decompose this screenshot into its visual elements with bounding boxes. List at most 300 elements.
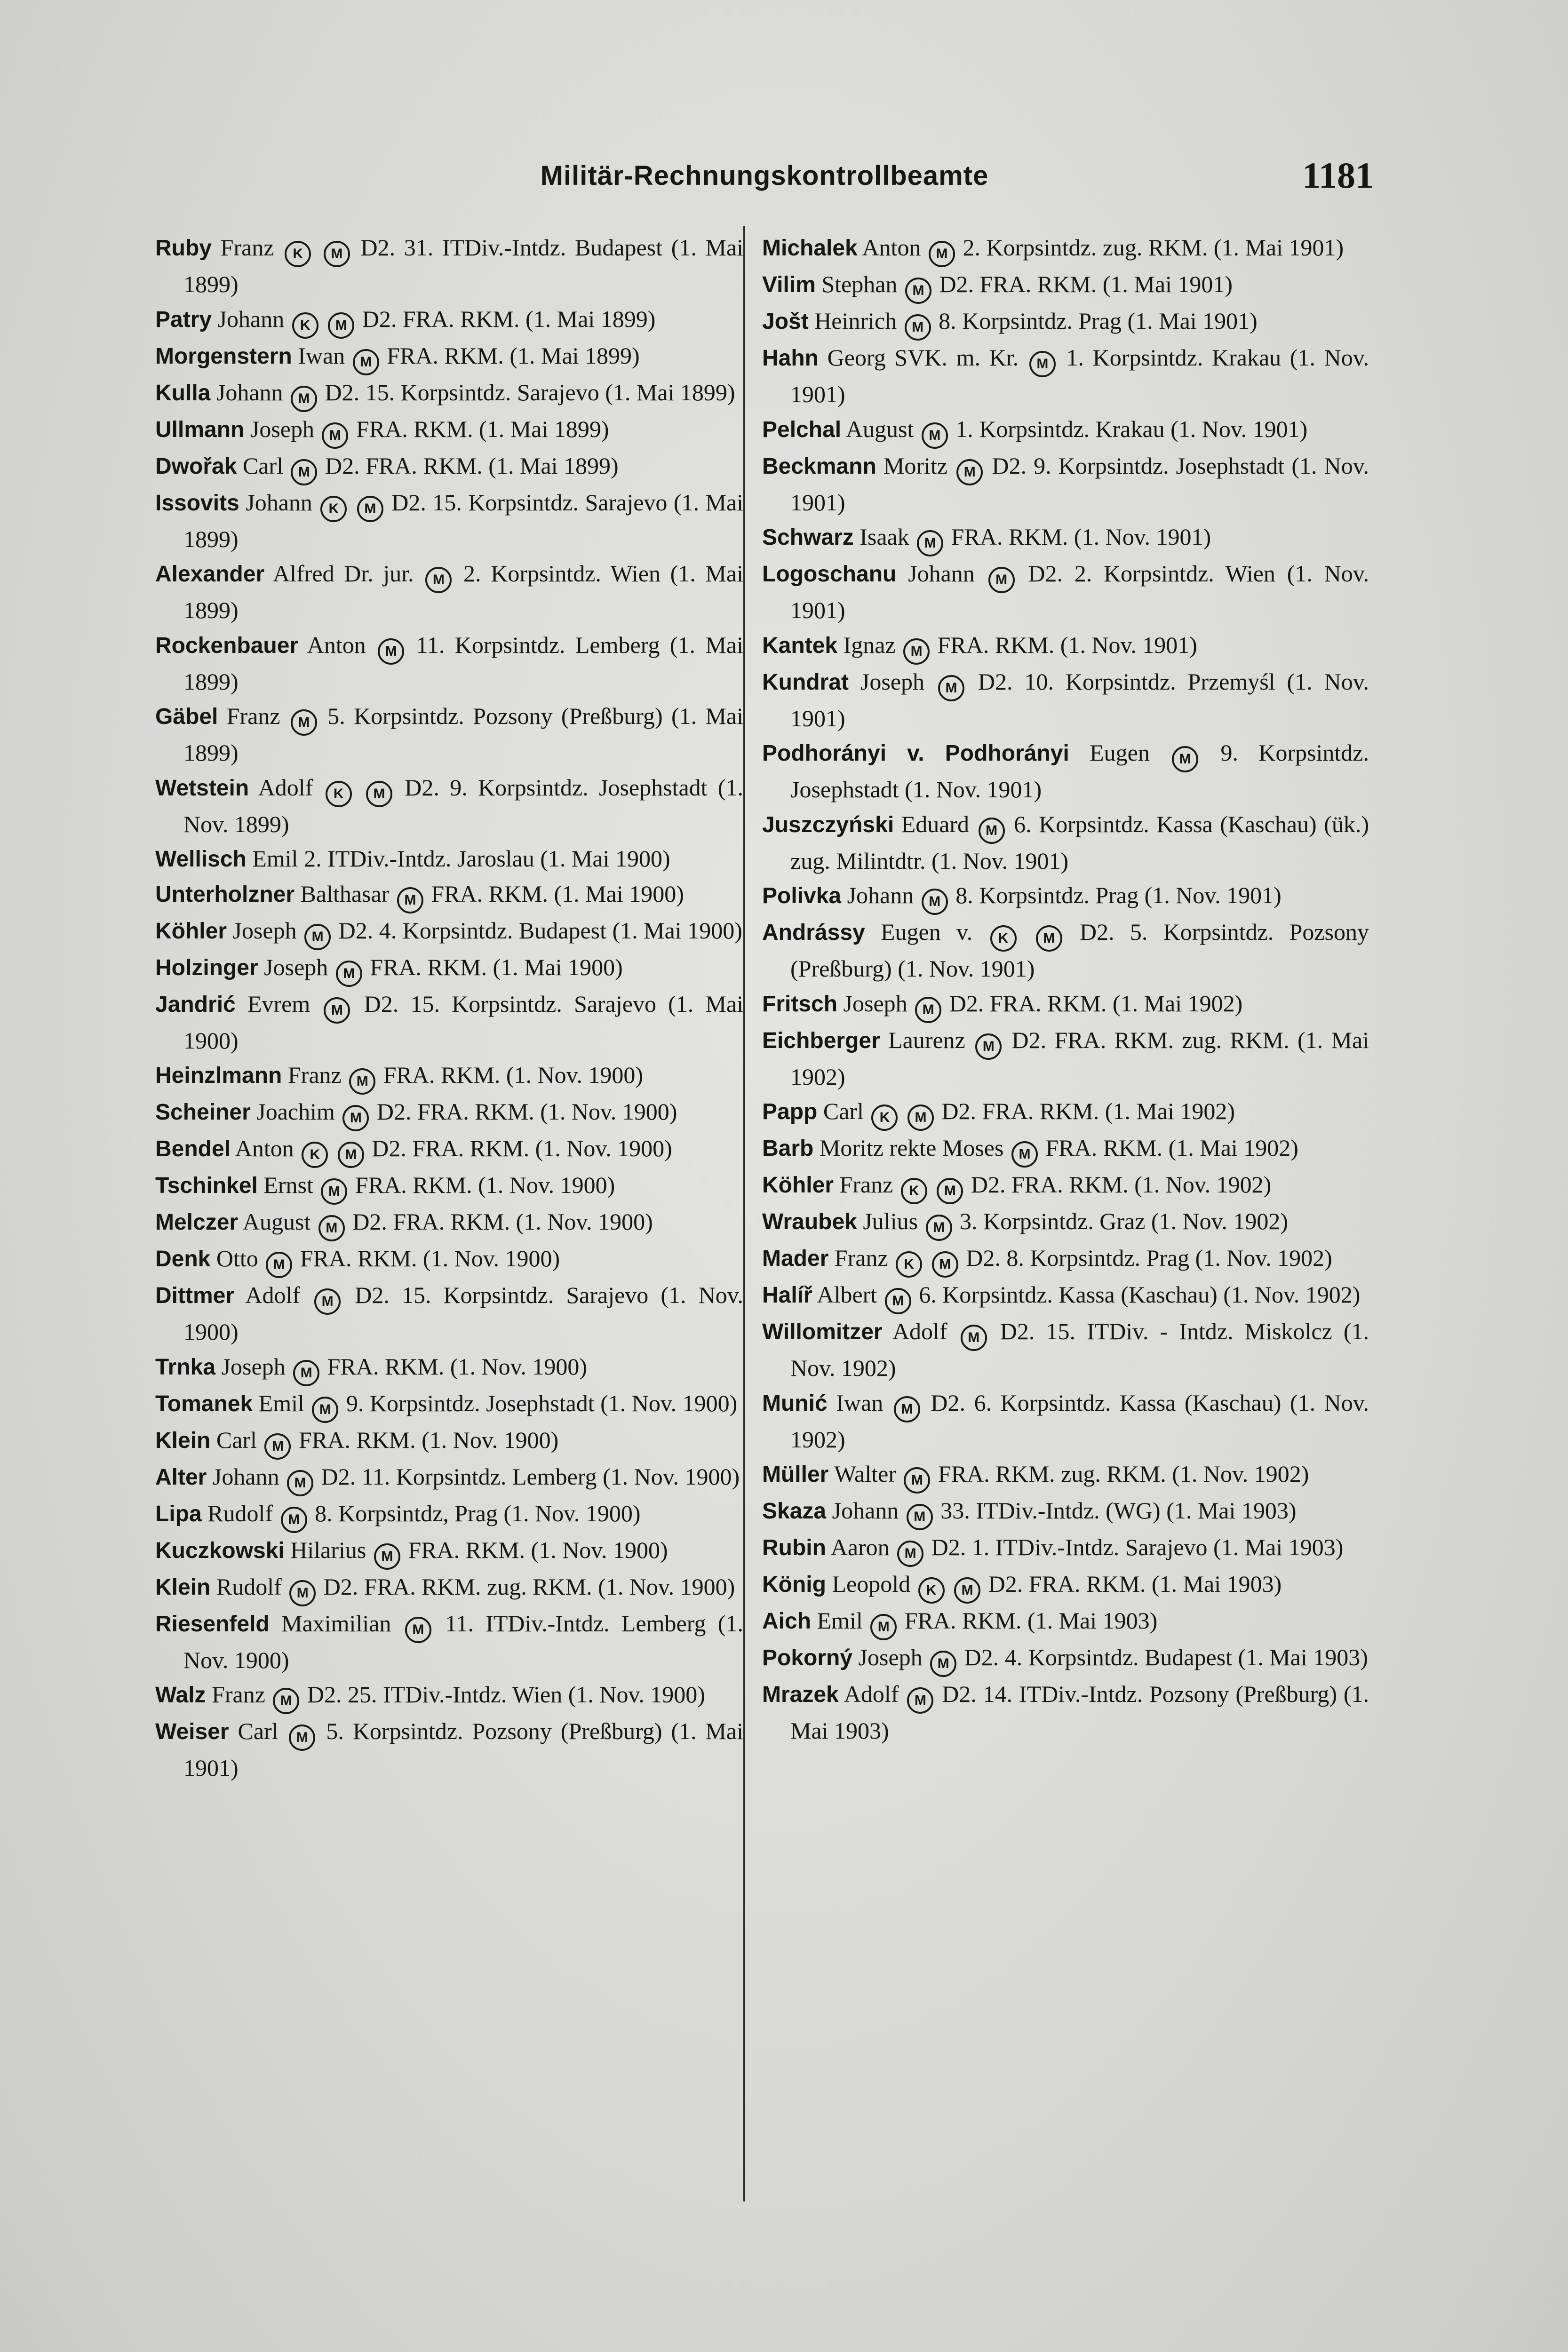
register-entry <box>155 1168 743 1205</box>
circled-m-icon: M <box>905 278 931 304</box>
register-entry <box>155 1058 743 1095</box>
entry-surname: Scheiner <box>155 1100 251 1125</box>
circled-k-icon: K <box>302 1142 328 1168</box>
entry-surname: Wellisch <box>155 847 247 872</box>
circled-m-icon: M <box>397 887 423 914</box>
register-entry <box>155 1606 743 1678</box>
entry-surname: Tschinkel <box>155 1173 258 1198</box>
entry-given-name: Joseph <box>232 917 297 944</box>
entry-details: FRA. RKM. (1. Mai 1902) <box>1045 1135 1298 1161</box>
entry-surname: Jandrić <box>155 992 236 1017</box>
entry-surname: Juszczyński <box>762 812 894 837</box>
circled-m-icon: M <box>291 386 317 412</box>
entry-details: D2. 14. ITDiv.-Intdz. Pozsony (Preßburg) (1. Mai 1903) <box>790 1681 1369 1744</box>
register-entry <box>155 1533 743 1570</box>
entry-surname: Rockenbauer <box>155 633 299 658</box>
register-entry <box>155 1460 743 1496</box>
register-entry <box>762 1168 1369 1204</box>
entry-details: 3. Korpsintdz. Graz (1. Nov. 1902) <box>960 1208 1289 1234</box>
entry-given-name: Moritz <box>883 452 948 479</box>
entry-details: D2. 6. Korpsintdz. Kassa (Kaschau) (1. Nov. 1902) <box>790 1389 1369 1453</box>
entry-given-name: Franz <box>839 1171 893 1198</box>
circled-m-icon: M <box>1011 1141 1038 1168</box>
entry-details: D2. 11. Korpsintdz. Lemberg (1. Nov. 1900) <box>321 1463 740 1490</box>
entry-surname: Melczer <box>155 1210 239 1235</box>
entry-surname: Alexander <box>155 562 265 587</box>
entry-details: FRA. RKM. (1. Mai 1903) <box>904 1607 1158 1634</box>
entry-given-name: Johann <box>847 882 914 908</box>
entry-given-name: Albert <box>817 1281 877 1308</box>
entry-details: FRA. RKM. (1. Nov. 1900) <box>327 1353 588 1380</box>
register-entry <box>762 1241 1369 1278</box>
register-entry <box>155 877 743 914</box>
circled-m-icon: M <box>264 1433 291 1460</box>
entry-surname: Andrássy <box>762 920 865 945</box>
entry-details: 11. ITDiv.-Intdz. Lemberg (1. Nov. 1900) <box>183 1610 743 1673</box>
entry-details: D2. FRA. RKM. (1. Nov. 1900) <box>376 1098 677 1125</box>
register-entry <box>762 412 1369 449</box>
register-entry <box>762 915 1369 986</box>
register-entry <box>762 449 1369 520</box>
entry-details: 2. ITDiv.-Intdz. Jaroslau (1. Mai 1900) <box>304 845 670 872</box>
entry-details: 11. Korpsintdz. Lemberg (1. Mai 1899) <box>183 631 743 695</box>
circled-m-icon: M <box>314 1288 341 1315</box>
register-entry <box>155 412 743 449</box>
register-entry <box>762 1131 1369 1168</box>
entry-details: D2. 25. ITDiv.-Intdz. Wien (1. Nov. 1900) <box>307 1681 705 1708</box>
circled-m-icon: M <box>930 1651 956 1677</box>
register-entry <box>762 1278 1369 1314</box>
circled-k-icon: K <box>871 1104 898 1131</box>
entry-surname: Rubin <box>762 1535 826 1560</box>
entry-given-name: Aaron <box>830 1534 890 1560</box>
entry-surname: Mader <box>762 1246 829 1271</box>
running-title: Militär-Rechnungskontrollbeamte <box>540 160 989 191</box>
right-column <box>762 230 1369 1748</box>
entry-surname: Ullmann <box>155 417 245 442</box>
register-entry <box>155 556 743 628</box>
circled-m-icon: M <box>954 1577 980 1604</box>
register-entry <box>155 1570 743 1606</box>
entry-surname: Eichberger <box>762 1028 880 1053</box>
register-entry <box>762 628 1369 665</box>
circled-m-icon: M <box>318 1215 345 1241</box>
entry-given-name: Ernst <box>263 1172 313 1198</box>
entry-given-name: Johann <box>246 489 312 516</box>
entry-given-name: Moritz rekte Moses <box>819 1135 1004 1161</box>
circled-m-icon: M <box>1172 746 1198 772</box>
circled-m-icon: M <box>349 1068 375 1095</box>
entry-details: 6. Korpsintdz. Kassa (Kaschau) (ük.) zug. Milintdtr. (1. Nov. 1901) <box>790 810 1369 874</box>
entry-details: 8. Korpsintdz. Prag (1. Nov. 1901) <box>955 882 1281 908</box>
register-entry <box>762 1094 1369 1131</box>
entry-surname: Trnka <box>155 1354 216 1380</box>
entry-given-name: August <box>845 415 914 442</box>
entry-given-name: Laurenz <box>888 1026 965 1053</box>
entry-surname: Willomitzer <box>762 1319 883 1344</box>
register-entry <box>762 1604 1369 1640</box>
entry-details: D2. 15. ITDiv. - Intdz. Miskolcz (1. Nov. 1902) <box>790 1318 1369 1381</box>
circled-m-icon: M <box>357 496 383 522</box>
entry-details: FRA. RKM. (1. Nov. 1900) <box>383 1062 644 1088</box>
entry-given-name: Julius <box>863 1208 918 1234</box>
entry-details: D2. 10. Korpsintdz. Przemyśl (1. Nov. 1901) <box>790 668 1369 731</box>
entry-surname: Logoschanu <box>762 562 897 587</box>
register-entry <box>155 987 743 1058</box>
register-entry <box>762 1023 1369 1095</box>
register-entry <box>155 950 743 987</box>
entry-details: D2. FRA. RKM. zug. RKM. (1. Mai 1902) <box>790 1026 1369 1090</box>
circled-m-icon: M <box>885 1288 911 1314</box>
register-entry <box>762 1494 1369 1530</box>
circled-m-icon: M <box>324 241 350 267</box>
entry-given-name: Eduard <box>901 810 970 837</box>
entry-surname: Issovits <box>155 490 239 516</box>
entry-given-name: Adolf <box>844 1681 899 1707</box>
entry-details: D2. 15. Korpsintdz. Sarajevo (1. Mai 1899) <box>183 489 744 552</box>
entry-given-name: Johann <box>216 379 283 405</box>
circled-m-icon: M <box>979 818 1005 844</box>
circled-m-icon: M <box>897 1541 923 1567</box>
entry-surname: Halíř <box>762 1283 812 1308</box>
register-entry <box>762 1457 1369 1494</box>
entry-surname: Denk <box>155 1247 211 1271</box>
entry-surname: Wraubek <box>762 1209 857 1234</box>
entry-surname: Michalek <box>762 236 858 261</box>
entry-surname: Aich <box>762 1609 812 1634</box>
register-entry <box>762 341 1369 412</box>
register-entry <box>762 878 1369 915</box>
entry-surname: Dwořak <box>155 453 237 479</box>
entry-details: 9. Korpsintdz. Josephstadt (1. Nov. 1900) <box>346 1390 738 1416</box>
entry-given-name: Franz <box>226 703 280 729</box>
register-entry <box>155 1131 743 1168</box>
entry-details: 8. Korpsintdz, Prag (1. Nov. 1900) <box>315 1500 641 1526</box>
entry-surname: Mrazek <box>762 1682 839 1707</box>
register-entry <box>762 1677 1369 1748</box>
entry-surname: Walz <box>155 1683 206 1708</box>
circled-m-icon: M <box>926 1215 952 1241</box>
circled-m-icon: M <box>336 961 362 987</box>
entry-details: D2. 31. ITDiv.-Intdz. Budapest (1. Mai 1899) <box>183 234 744 297</box>
entry-surname: Schwarz <box>762 525 854 550</box>
register-entry <box>762 267 1369 304</box>
entry-given-name: Iwan <box>836 1389 883 1416</box>
entry-surname: Klein <box>155 1428 211 1453</box>
entry-given-name: Anton <box>862 234 921 261</box>
circled-m-icon: M <box>975 1033 1002 1060</box>
entry-given-name: Emil <box>258 1390 304 1416</box>
entry-details: 1. Korpsintdz. Krakau (1. Nov. 1901) <box>790 344 1369 407</box>
circled-m-icon: M <box>405 1617 431 1643</box>
entry-surname: Holzinger <box>155 955 258 980</box>
entry-given-name: Rudolf <box>207 1500 273 1526</box>
register-entry <box>155 1095 743 1131</box>
entry-details: 1. Korpsintdz. Krakau (1. Nov. 1901) <box>955 415 1308 442</box>
register-entry <box>762 556 1369 628</box>
entry-details: FRA. RKM. (1. Nov. 1901) <box>937 631 1197 658</box>
entry-details: D2. 1. ITDiv.-Intdz. Sarajevo (1. Mai 1903) <box>931 1534 1344 1560</box>
entry-surname: Müller <box>762 1462 829 1487</box>
circled-m-icon: M <box>956 459 983 485</box>
circled-m-icon: M <box>342 1105 369 1131</box>
circled-m-icon: M <box>289 1580 316 1606</box>
entry-given-name: Adolf <box>245 1282 301 1308</box>
entry-given-name: Ignaz <box>843 631 896 658</box>
entry-details: D2. 15. Korpsintdz. Sarajevo (1. Nov. 1900) <box>183 1282 743 1345</box>
circled-m-icon: M <box>293 1360 319 1386</box>
circled-m-icon: M <box>291 709 317 736</box>
entry-given-name: Franz <box>287 1062 342 1088</box>
entry-given-name: Isaak <box>860 524 909 550</box>
register-entry <box>155 485 743 557</box>
circled-k-icon: K <box>990 925 1017 952</box>
register-entry <box>155 449 743 485</box>
circled-m-icon: M <box>273 1688 299 1714</box>
register-entry <box>155 1714 743 1786</box>
entry-given-name: Carl <box>238 1718 279 1744</box>
entry-surname: Kuczkowski <box>155 1538 285 1563</box>
entry-details: FRA. RKM. (1. Mai 1900) <box>431 880 684 907</box>
entry-details: FRA. RKM. (1. Nov. 1900) <box>298 1426 559 1453</box>
entry-surname: Köhler <box>762 1173 834 1198</box>
entry-details: D2. FRA. RKM. (1. Mai 1901) <box>939 271 1233 297</box>
circled-m-icon: M <box>291 459 317 485</box>
register-entry <box>762 304 1369 341</box>
entry-surname: Podhorányi v. Podhorányi <box>762 741 1069 766</box>
entry-surname: Fritsch <box>762 991 838 1017</box>
page-number: 1181 <box>1302 155 1374 196</box>
circled-m-icon: M <box>905 314 931 341</box>
circled-m-icon: M <box>903 638 930 665</box>
entry-given-name: Joseph <box>858 1644 923 1670</box>
entry-given-name: Franz <box>220 234 274 261</box>
entry-surname: Vilim <box>762 272 816 297</box>
entry-given-name: Joseph <box>221 1353 286 1380</box>
entry-given-name: Joseph <box>843 990 907 1017</box>
circled-m-icon: M <box>915 997 941 1023</box>
entry-given-name: Walter <box>834 1461 896 1487</box>
entry-surname: Patry <box>155 307 212 332</box>
entry-details: FRA. RKM. (1. Mai 1899) <box>387 342 640 369</box>
entry-details: D2. 9. Korpsintdz. Josephstadt (1. Nov. 1901) <box>790 452 1369 516</box>
circled-m-icon: M <box>904 1467 930 1494</box>
page-header <box>155 155 1374 207</box>
left-column <box>155 230 743 1786</box>
entry-given-name: Joseph <box>860 668 925 695</box>
register-entry <box>155 771 743 842</box>
entry-details: FRA. RKM. (1. Nov. 1901) <box>951 524 1211 550</box>
register-entry <box>762 986 1369 1023</box>
register-entry <box>155 914 743 950</box>
entry-given-name: Alfred Dr. jur. <box>273 560 414 587</box>
circled-m-icon: M <box>938 675 964 701</box>
entry-details: D2. 4. Korpsintdz. Budapest (1. Mai 1900) <box>338 917 742 944</box>
entry-surname: Munić <box>762 1391 828 1416</box>
circled-m-icon: M <box>281 1507 307 1533</box>
register-entry <box>762 1204 1369 1241</box>
entry-surname: Heinzlmann <box>155 1063 282 1088</box>
circled-m-icon: M <box>304 924 331 950</box>
entry-details: 8. Korpsintdz. Prag (1. Mai 1901) <box>939 308 1258 334</box>
circled-m-icon: M <box>922 422 948 449</box>
circled-m-icon: M <box>425 567 452 593</box>
entry-given-name: Johann <box>217 305 285 332</box>
circled-m-icon: M <box>366 781 392 807</box>
entry-surname: Bendel <box>155 1136 231 1161</box>
entry-details: FRA. RKM. (1. Mai 1899) <box>356 415 609 442</box>
entry-given-name: Iwan <box>298 342 345 369</box>
entry-surname: Morgenstern <box>155 343 292 369</box>
entry-surname: Alter <box>155 1464 207 1490</box>
register-entry <box>762 1386 1369 1457</box>
entry-details: 5. Korpsintdz. Pozsony (Preßburg) (1. Mai 1899) <box>183 703 744 766</box>
register-entry <box>762 520 1369 556</box>
entry-surname: Unterholzner <box>155 882 295 907</box>
entry-given-name: Franz <box>212 1681 265 1708</box>
circled-m-icon: M <box>1036 925 1062 952</box>
entry-details: D2. FRA. RKM. (1. Mai 1903) <box>988 1571 1282 1597</box>
entry-details: 5. Korpsintdz. Pozsony (Preßburg) (1. Mai 1901) <box>183 1718 744 1781</box>
entry-surname: Barb <box>762 1136 814 1161</box>
entry-given-name: Anton <box>307 631 366 658</box>
register-entry <box>155 1423 743 1460</box>
circled-m-icon: M <box>937 1178 963 1204</box>
entry-given-name: Emil <box>817 1607 863 1634</box>
entry-surname: Polivka <box>762 883 842 908</box>
circled-m-icon: M <box>1029 351 1056 377</box>
circled-m-icon: M <box>922 889 948 915</box>
circled-m-icon: M <box>266 1252 292 1278</box>
entry-details: D2. FRA. RKM. zug. RKM. (1. Nov. 1900) <box>323 1573 735 1600</box>
register-entry <box>155 1677 743 1714</box>
circled-m-icon: M <box>287 1470 313 1496</box>
entry-given-name: Joseph <box>250 415 314 442</box>
entry-given-name: Carl <box>242 452 283 479</box>
circled-m-icon: M <box>870 1614 897 1640</box>
entry-details: D2. 4. Korpsintdz. Budapest (1. Mai 1903) <box>964 1644 1368 1670</box>
entry-surname: Riesenfeld <box>155 1611 270 1637</box>
circled-k-icon: K <box>896 1251 922 1278</box>
register-entry <box>155 628 743 699</box>
entry-details: 9. Korpsintdz. Josephstadt (1. Nov. 1901) <box>790 739 1369 803</box>
circled-m-icon: M <box>321 1178 347 1205</box>
entry-surname: Jošt <box>762 309 809 334</box>
circled-m-icon: M <box>917 530 943 556</box>
circled-m-icon: M <box>894 1396 920 1422</box>
circled-m-icon: M <box>374 1543 400 1570</box>
circled-m-icon: M <box>353 349 379 375</box>
entry-surname: König <box>762 1572 826 1597</box>
register-entry <box>155 1496 743 1533</box>
register-entry <box>155 375 743 412</box>
entry-given-name: Balthasar <box>300 880 390 907</box>
register-entry <box>155 1278 743 1350</box>
circled-k-icon: K <box>292 312 318 339</box>
entry-given-name: Franz <box>834 1245 888 1271</box>
circled-m-icon: M <box>907 1687 933 1714</box>
entry-given-name: Eugen <box>1090 739 1150 766</box>
register-entry <box>762 665 1369 736</box>
entry-given-name: Eugen v. <box>881 919 973 945</box>
entry-surname: Hahn <box>762 346 819 371</box>
entry-surname: Pokorný <box>762 1645 853 1670</box>
entry-details: FRA. RKM. (1. Nov. 1900) <box>300 1245 560 1271</box>
entry-surname: Lipa <box>155 1501 202 1526</box>
circled-k-icon: K <box>285 241 311 267</box>
entry-given-name: Johann <box>908 560 975 587</box>
register-entry <box>762 1314 1369 1386</box>
entry-details: D2. 9. Korpsintdz. Josephstadt (1. Nov. 1899) <box>183 774 744 837</box>
entry-given-name: Maximilian <box>281 1610 391 1637</box>
entry-details: 2. Korpsintdz. Wien (1. Mai 1899) <box>183 560 744 623</box>
register-entry <box>762 1640 1369 1677</box>
register-entry <box>155 1386 743 1423</box>
entry-given-name: Otto <box>216 1245 258 1271</box>
entry-given-name: Carl <box>216 1426 257 1453</box>
entry-surname: Pelchal <box>762 417 842 442</box>
entry-details: D2. FRA. RKM. (1. Nov. 1900) <box>352 1208 653 1235</box>
entry-given-name: Adolf <box>892 1318 947 1344</box>
entry-details: D2. 8. Korpsintdz. Prag (1. Nov. 1902) <box>966 1245 1332 1271</box>
circled-m-icon: M <box>988 567 1015 593</box>
entry-given-name: Georg SVK. m. Kr. <box>827 344 1019 371</box>
circled-k-icon: K <box>918 1577 945 1604</box>
circled-m-icon: M <box>322 422 348 449</box>
register-entry <box>155 1241 743 1278</box>
entry-surname: Ruby <box>155 236 212 261</box>
entry-given-name: August <box>242 1208 311 1235</box>
entry-details: 33. ITDiv.-Intdz. (WG) (1. Mai 1903) <box>940 1497 1297 1524</box>
entry-surname: Kantek <box>762 633 838 658</box>
circled-m-icon: M <box>907 1104 934 1131</box>
register-entry <box>155 699 743 771</box>
entry-given-name: Joachim <box>256 1098 335 1125</box>
entry-surname: Köhler <box>155 918 227 944</box>
entry-surname: Wetstein <box>155 775 249 801</box>
entry-details: 6. Korpsintdz. Kassa (Kaschau) (1. Nov. 1902) <box>919 1281 1361 1308</box>
entry-given-name: Heinrich <box>814 308 897 334</box>
circled-k-icon: K <box>320 496 347 522</box>
entry-surname: Weiser <box>155 1719 229 1744</box>
entry-surname: Kulla <box>155 380 211 405</box>
entry-given-name: Stephan <box>821 271 898 297</box>
entry-details: D2. 2. Korpsintdz. Wien (1. Nov. 1901) <box>790 560 1369 623</box>
circled-k-icon: K <box>326 781 352 807</box>
register-entry <box>762 807 1369 879</box>
register-entry <box>155 842 743 877</box>
circled-m-icon: M <box>932 1251 958 1278</box>
circled-m-icon: M <box>324 997 350 1024</box>
entry-given-name: Joseph <box>264 954 328 980</box>
circled-m-icon: M <box>312 1397 338 1423</box>
entry-given-name: Leopold <box>832 1571 911 1597</box>
register-entry <box>155 339 743 375</box>
circled-m-icon: M <box>961 1325 987 1351</box>
entry-details: D2. FRA. RKM. (1. Mai 1902) <box>949 990 1243 1017</box>
entry-details: D2. FRA. RKM. (1. Nov. 1902) <box>971 1171 1272 1198</box>
entry-details: FRA. RKM. (1. Mai 1900) <box>370 954 623 980</box>
entry-details: D2. 15. Korpsintdz. Sarajevo (1. Mai 1899) <box>325 379 735 405</box>
entry-details: D2. 15. Korpsintdz. Sarajevo (1. Mai 1900) <box>183 990 744 1054</box>
entry-given-name: Johann <box>832 1497 899 1524</box>
entry-details: D2. 5. Korpsintdz. Pozsony (Preßburg) (1. Nov. 1901) <box>790 919 1369 982</box>
entry-surname: Kundrat <box>762 669 849 695</box>
circled-m-icon: M <box>338 1142 364 1168</box>
column-divider <box>743 226 745 2201</box>
entry-given-name: Evrem <box>247 990 310 1017</box>
entry-details: D2. FRA. RKM. (1. Mai 1902) <box>941 1098 1235 1124</box>
